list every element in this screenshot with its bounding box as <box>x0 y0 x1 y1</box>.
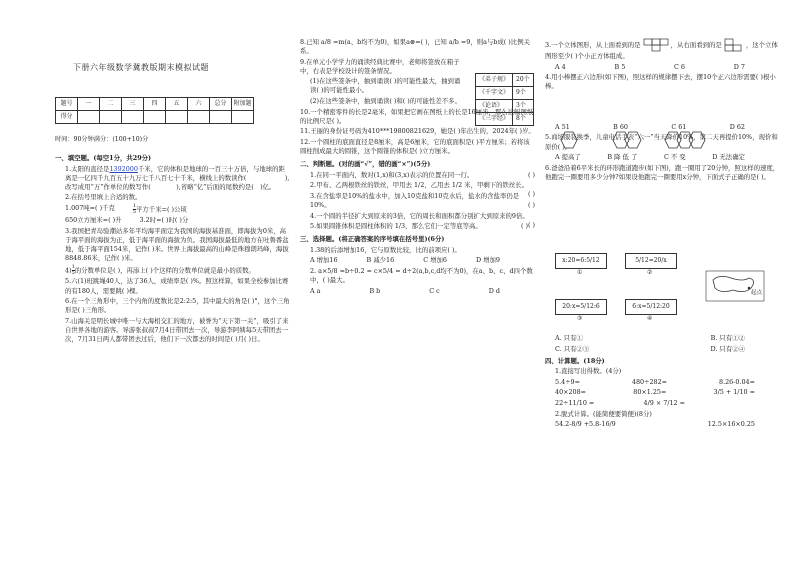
middle-column <box>300 0 535 562</box>
score-header: 一 <box>78 98 100 111</box>
choice-1: 1.38的后添增加16，它与原数比较，比的前项应( )。 <box>310 245 461 254</box>
equation-box-3 <box>555 299 607 315</box>
judge-3-text: 3.在含盐率是10%的盐水中，加入10克盐和10克水后，盐水的含盐率仍是10%。 <box>310 191 520 209</box>
equation-boxes <box>555 253 705 343</box>
option[interactable]: B. 只有①② <box>710 334 745 342</box>
option[interactable]: B 降 低 了 <box>607 153 638 162</box>
section-4-title: 四、计算题。(18分) <box>545 356 605 365</box>
calc-item: 80×1.25= <box>633 388 667 397</box>
judge-5 <box>300 222 535 231</box>
q2-a: 1.007吨=( )千克 <box>65 203 115 212</box>
option[interactable]: C 增加6 <box>423 256 447 265</box>
book-count: 20个 <box>513 74 534 87</box>
left-column <box>55 0 290 562</box>
calc-row-1 <box>545 378 755 387</box>
equation-text: 5/12=20/x <box>635 257 667 264</box>
q1-text-e: )亿。 <box>260 182 276 191</box>
option[interactable]: A 51 <box>555 122 570 131</box>
score-header: 六 <box>188 98 210 111</box>
question-11: 11.王丽的身份证号码为410***19800821629，她是( )年出生的，2024年( )岁。 <box>300 127 535 136</box>
table-row <box>476 74 534 87</box>
score-table-header-row <box>56 98 254 111</box>
judge-2-answer[interactable]: ( ) <box>527 190 535 199</box>
fill-in-section <box>55 154 290 346</box>
question-6: 6.在一个三角形中，三个内角的度数比是2:2:5，其中最大的角是( )°，这个三角形是( )三角形。 <box>65 297 290 315</box>
q2-row-2 <box>55 216 290 225</box>
option[interactable]: C. 只有②③ <box>555 344 590 353</box>
score-cell[interactable] <box>210 111 232 124</box>
choice-2-options <box>300 287 500 296</box>
question-r6: 6.爸爸沿着6平米长的环形跑道跑步(如下图)，跑一圈用了20分钟，照这样的速度，他跑完一圈要用多少分钟?如果设他跑完一圈要用x分钟，下面式子正确的是( )。 <box>545 163 780 181</box>
score-header: 题号 <box>56 98 78 111</box>
calc-item: 4/9 × 7/12 = <box>643 399 685 408</box>
question-7: 7.山海关是明长城中唯一与大海相交汇的地方，被誉为“天下第一关”，吸引了来自世界各地的游客。导游张叔叔7月4日带团去一次，导游李阿姨每5天带团去一次，7月31日两人都带团去过后，他们下一次都去的时间是( )月( )日。 <box>65 316 289 343</box>
judge-2 <box>300 181 535 199</box>
option[interactable]: A. 只有① <box>555 334 583 342</box>
book-count: 8个 <box>513 113 534 126</box>
question-r4: 4.用小棒摆正六边形(如下图)，照这样的规律摆下去，摆10个正六边形需要( )根小棒。 <box>545 73 776 91</box>
table-row <box>476 113 534 126</box>
option[interactable]: B 5 <box>614 62 626 71</box>
section-1-title: 一、填空题。(每空1分，共29分) <box>55 154 152 162</box>
box-number: ② <box>647 269 653 276</box>
q4-prefix: 4) <box>65 266 72 275</box>
score-header: 三 <box>122 98 144 111</box>
score-cell[interactable] <box>122 111 144 124</box>
judge-4-answer[interactable]: ( ) <box>527 220 535 229</box>
option[interactable]: D 增加9 <box>475 256 500 265</box>
top-view-figure-icon <box>643 38 669 52</box>
question-3: 3.我国把青岛验潮站多年平均海平面定为我国的海拔基准面，即海拔为0米，高于海平面的海拔为正，低于海平面的海拔为负。我国海拔最低的地方在吐鲁番盆地，低于海平面154米，记作( )米。世界上海拔最高的山峰是珠穆朗玛峰，海拔8848.86米，记作( )米。 <box>65 227 289 263</box>
score-table-score-row <box>56 111 254 124</box>
book-name: 《论语》 <box>476 100 513 113</box>
box-number: ① <box>577 269 583 276</box>
q1-number: 1392000 <box>109 164 138 173</box>
question-5: 5.六(1)班跳绳40人，达了36人，成绩率是( )%。照这样算，如果全校参加比赛的有180人，需要跳( )棵。 <box>65 277 289 295</box>
q1-text-c: ),改写成用“万”作单位的数写作( <box>65 173 290 191</box>
q1-text-b: 千米，它的体积是地球的一百三十万倍，与地球的距离是一亿四千九百五十九万七千八百七十千米，横线上的数读作( <box>65 164 285 182</box>
q2-b-wrap <box>133 204 187 215</box>
table-row <box>476 87 534 100</box>
q4-text: 的分数单位是( )，再添上( )个这样的分数单位就是最小的质数。 <box>74 266 255 275</box>
option[interactable]: D d <box>488 286 500 295</box>
start-label: 起点 <box>751 290 763 296</box>
score-cell[interactable] <box>100 111 122 124</box>
judge-3 <box>300 192 535 210</box>
option[interactable]: C 不 变 <box>663 153 686 162</box>
calc-row-2 <box>545 388 755 397</box>
r3-options <box>545 63 745 72</box>
calc-item: 5.4÷9= <box>555 377 580 386</box>
equation-box-1 <box>555 253 607 269</box>
judge-5-text: 5.如果圆锥体积是圆柱体积的 1/3，那么它们一定等底等高。 <box>310 222 482 231</box>
q1-text: 1.太阳的直径是 <box>65 164 110 173</box>
score-cell[interactable] <box>188 111 210 124</box>
book-count: 9个 <box>513 87 534 100</box>
judge-5-answer[interactable]: ( ) <box>520 222 528 231</box>
calc-item: 480÷282= <box>631 377 668 386</box>
question-1 <box>55 165 290 192</box>
book-name: 《三字经》 <box>476 113 513 126</box>
score-header: 四 <box>144 98 166 111</box>
q9-part-2: (2)在这些签条中，抽到诵读( )和( )的可能性差不多。 <box>310 97 461 106</box>
table-row <box>476 100 534 113</box>
score-cell[interactable] <box>78 111 100 124</box>
judge-2-text: 2.甲布、乙两根铁丝的铁丝，甲用去 1/2，乙用去 1/2 米，甲剩下的铁丝长。 <box>310 181 529 190</box>
score-header: 附加题 <box>232 98 254 111</box>
q2-c: 650立方厘米=( )升 <box>65 216 122 225</box>
r3-text: 3.一个立体图形，从上面看到的是 <box>545 41 641 49</box>
score-cell[interactable] <box>166 111 188 124</box>
section-3-title: 三、选择题。(将正确答案的序号填在括号里)(6分) <box>300 235 445 244</box>
page-title: 下册六年级数学冀教版期末模拟试题 <box>73 63 209 72</box>
right-column <box>545 0 780 562</box>
calc-1-title: 1.直接写出得数。(4分) <box>555 367 622 376</box>
r3-text-b: ，从右面看到的是 <box>670 41 722 49</box>
option[interactable]: D. 只有②④ <box>710 344 745 353</box>
calc-item: 40×208= <box>555 388 587 397</box>
score-header: 五 <box>166 98 188 111</box>
question-2: 2.在括号里填上合适的数。 <box>65 193 142 202</box>
right-lower <box>545 334 780 431</box>
r6-options-row-1 <box>545 334 745 343</box>
option[interactable]: B 60 <box>613 122 628 131</box>
choice-2: 2. a×5/8 =b÷0.2 = c×5/4 = d÷2(a,b,c,d均不为0)，在a、b、c、d四个数中，( )最大。 <box>310 267 533 285</box>
box-number: ④ <box>647 315 653 322</box>
q9-part-1: (1)在这些签条中，抽到诵读( )的可能性最大，抽到诵读( )的可能性最小。 <box>310 77 461 95</box>
calc-row-3 <box>545 399 685 408</box>
score-table <box>55 97 254 124</box>
option[interactable]: D 7 <box>733 62 745 71</box>
judge-1-text: 1.在同一平面内，数对(1,x)和(3,x)表示的位置在同一行。 <box>310 170 474 179</box>
calc-item: 3/5 + 1/10 = <box>713 388 755 397</box>
question-r5: 5.商场服装换季，儿童电话手表“六一”当天降价10%，第二天再提价10%，现价和原价( )。 <box>545 133 778 151</box>
score-row-label: 得分 <box>56 111 78 124</box>
q2-b: 平方千米=( )公顷 <box>136 205 187 214</box>
option[interactable]: A 提高了 <box>555 153 581 162</box>
r6-options-row-2 <box>545 345 745 354</box>
judge-1-answer[interactable]: ( ) <box>527 170 535 179</box>
judge-1 <box>300 171 535 180</box>
option[interactable]: C c <box>429 286 440 295</box>
calc-item: 8.26-0.04= <box>719 377 755 386</box>
section-2-title: 二、判断题。(对的画“√”，错的画“×”)(5分) <box>300 160 431 169</box>
book-name: 《弟子规》 <box>476 74 513 87</box>
score-header: 二 <box>100 98 122 111</box>
option[interactable]: D 无法确定 <box>712 153 745 162</box>
time-and-score-line: 时间：90分钟满分：(100+10)分 <box>55 136 149 143</box>
choice-1-options <box>300 256 500 265</box>
calc-2-title: 2.脱式计算。(能简便要简便)(8分) <box>555 409 652 418</box>
equation-box-4 <box>625 299 677 315</box>
equation-text: 20:x=5/12:6 <box>562 303 600 310</box>
score-cell[interactable] <box>144 111 166 124</box>
equation-text: 6:x=5/12:20 <box>632 303 670 310</box>
q2-fraction: $\frac{1}{5}$ <box>132 202 137 215</box>
calc-item: 12.5×16×0.25 <box>707 420 755 429</box>
question-10: 10.一个精密零件的长是2毫米，如果把它画在图纸上的长是16厘米，那么这幅图纸的比例尺是( )。 <box>300 107 534 125</box>
question-r3 <box>545 38 780 61</box>
judge-4-text: 4.一个圆的半径扩大到原来的3倍，它的周长和面积都分别扩大到原来的9倍。 <box>310 211 529 220</box>
option[interactable]: D 62 <box>729 122 745 131</box>
book-count: 3个 <box>513 100 534 113</box>
question-12: 12.一个圆柱的底面直径是8厘米，高是6厘米，它的底面积是( )平方厘米；若将该圆柱削成最大的圆锥，这个圆锥的体积是( )立方厘米。 <box>300 137 530 156</box>
score-header: 总分 <box>210 98 232 111</box>
q2-d: 3.2时=( )时( )分 <box>139 216 189 225</box>
right-view-figure-icon <box>724 38 744 52</box>
option[interactable]: C 61 <box>671 122 687 131</box>
hexagon-patterns-icon <box>555 128 755 156</box>
running-track <box>705 270 765 302</box>
q1-text-d: ),省略“亿”后面的尾数约是( <box>176 182 254 191</box>
equation-text: x:20=6:5/12 <box>562 257 600 264</box>
book-name: 《千字文》 <box>476 87 513 100</box>
hexagon-spacer <box>545 93 780 123</box>
books-table <box>475 73 534 126</box>
equation-box-2 <box>625 253 677 269</box>
calc-row-4 <box>545 420 755 429</box>
calc-item: 54.2-8/9 +5.8-16/9 <box>555 420 616 429</box>
option[interactable]: A a <box>310 286 321 295</box>
question-8: 8.已知 a/8 =m(a、b均不为0)，如果a⊗=( )，已知 a/b =9，则a与b成( )比例关系。 <box>300 38 530 56</box>
question-4 <box>55 265 290 276</box>
option[interactable]: B b <box>369 286 381 295</box>
option[interactable]: A 增加16 <box>310 256 338 265</box>
r3-text-c: ，这个立体图形至少( )个小正方体组成。 <box>545 41 778 60</box>
judge-3-answer[interactable]: ( ) <box>527 201 535 209</box>
question-9: 9.在单元小学学力的诵读经典比赛中，老师将签放在箱子中，右表是学校设计的签条情况。 <box>300 57 460 75</box>
q2-row-1 <box>55 204 290 215</box>
option[interactable]: A 4 <box>555 62 566 71</box>
q4-fraction: $\frac{1}{5}$ <box>71 263 75 276</box>
option[interactable]: B 减少16 <box>366 256 395 265</box>
score-cell[interactable] <box>232 111 254 124</box>
box-number: ③ <box>577 315 583 322</box>
right-questions <box>545 38 780 183</box>
calc-item: 22÷11/10 = <box>555 399 595 408</box>
option[interactable]: C 6 <box>674 62 686 71</box>
